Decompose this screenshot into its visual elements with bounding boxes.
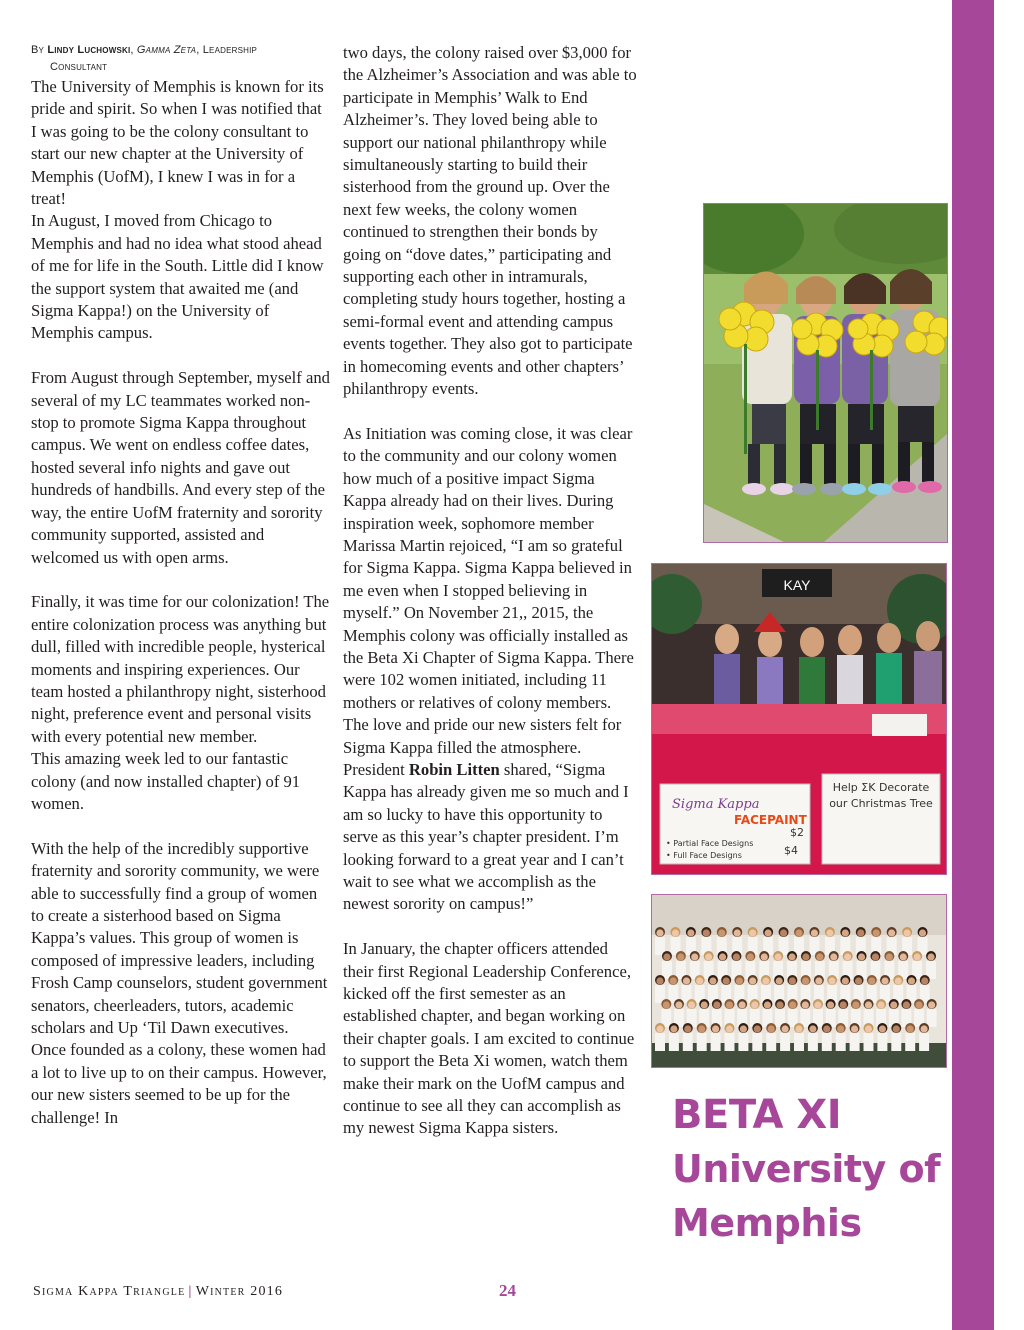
photo-four-women-image	[704, 204, 947, 542]
sign-facepaint: FACEPAINT	[734, 813, 807, 827]
byline-prefix: By	[31, 44, 45, 56]
paragraph: Once founded as a colony, these women had a lot to live up to on their campus. However, our new sisters seemed to be up for the challenge! In	[31, 1040, 327, 1127]
paragraph: With the help of the incredibly supportive fraternity and sorority community, we were able to successfully find a group of women to create a sisterhood based on Sigma Kappa’s values. This group of women is composed of impressive leaders, including Frosh Camp counselors, student government senators, cheerleaders, tutors, academic scholars and Up ‘Til Dawn executives.	[31, 838, 328, 1038]
paragraph: This amazing week led to our fantastic colony (and now installed chapter) of 91 women.	[31, 749, 301, 813]
footer-separator: |	[188, 1284, 193, 1299]
headline-memphis: Memphis	[672, 1201, 862, 1245]
byline-role-cont: Consultant	[50, 61, 108, 73]
photo-facepaint-image	[652, 564, 946, 874]
byline: By Lindy Luchowski, Gamma Zeta, Leadership Consultant	[31, 42, 331, 76]
sign-partial-face: • Partial Face Designs	[666, 839, 754, 848]
paragraph	[343, 423, 639, 916]
paragraph: In August, I moved from Chicago to Memphis and had no idea what stood ahead of me for life in the South. Little did I know the support system that awaited me (and Sigma Kappa!) on the University of Memphis campus.	[31, 211, 324, 343]
page-number: 24	[499, 1281, 516, 1300]
paragraph-text: As Initiation was coming close, it was clear to the community and our colony women how much of a positive impact Sigma Kappa already had on their lives. During inspiration week, sophomore member Marissa Martin rejoiced, “I am so grateful for Sigma Kappa. Sigma Kappa believed in me even when I stopped believing in myself.” On November 21,, 2015, the Memphis colony was officially installed as the Beta Xi Chapter of Sigma Kappa. There were 102 women initiated, including 11 mothers or relatives of colony members. The love and pride our new sisters felt for Sigma Kappa filled the atmosphere. President	[343, 423, 634, 779]
paragraph: The University of Memphis is known for its pride and spirit. So when I was notified that I was going to be the colony consultant to start our new chapter at the University of Memphis (UofM), I knew I was in for a treat!	[31, 77, 324, 209]
paragraph: In January, the chapter officers attended their first Regional Leadership Conference, kicked off the first semester as an established chapter, and began working on their chapter goals. I am excited to continue to support the Beta Xi women, watch them make their mark on the UofM campus and continue to see all they can accomplish as my newest Sigma Kappa sisters.	[343, 939, 635, 1138]
magenta-side-stripe	[952, 0, 994, 1330]
article-column-2	[343, 42, 639, 1140]
president-name: Robin Litten	[408, 759, 500, 779]
sign-sigma-kappa: Sigma Kappa	[672, 797, 760, 812]
paragraph: Finally, it was time for our colonization! The entire colonization process was anything but dull, filled with incredible people, hysterical moments and inspiring experiences. Our team hosted a philanthropy night, sisterhood night, preference event and personal visits with every potential new member.	[31, 592, 330, 746]
footer-publication-name: Sigma Kappa Triangle	[33, 1284, 186, 1299]
photo-chapter-group-image	[652, 895, 946, 1067]
byline-author: Lindy Luchowski	[47, 44, 131, 56]
paragraph: two days, the colony raised over $3,000 for the Alzheimer’s Association and was able to participate in Memphis’ Walk to End Alzheimer’s. They loved being able to support our national philanthropy while simultaneously starting to build their sisterhood from the ground up. Over the next few weeks, the colony women continued to strengthen their bonds by going on “dove dates,” participating and supporting each other in intramurals, completing study hours together, hosting a semi-formal event and attending campus events together. They also got to participate in homecoming events and other chapters’ philanthropy events.	[343, 43, 637, 399]
footer-publication	[33, 1284, 283, 1300]
paragraph-text: shared, “Sigma Kappa has already given me so much and I am so lucky to have this opportunity to serve as this year’s chapter president. I’m looking forward to a great year and I can’t wait to see what we accomplish as the newest sorority on campus!”	[343, 759, 629, 914]
paragraph: From August through September, myself and several of my LC teammates worked non-stop to promote Sigma Kappa throughout campus. We went on endless coffee dates, hosted several info nights and gave out hundreds of handbills. And every step of the way, the entire UofM fraternity and sorority community supported, assisted and welcomed us with open arms.	[31, 368, 330, 567]
photo-chapter-group	[651, 894, 947, 1068]
photo-facepaint-table	[651, 563, 947, 875]
chapter-headline	[672, 1088, 952, 1250]
footer-issue: Winter 2016	[195, 1284, 284, 1299]
kay-store-sign: KAY	[783, 577, 811, 593]
headline-beta-xi: BETA XI	[672, 1092, 842, 1138]
article-column-1	[31, 42, 331, 1129]
sign-decorate-tree: Help ΣK Decorate our Christmas Tree	[829, 781, 933, 810]
byline-chapter: Gamma Zeta	[136, 44, 197, 56]
sign-price-2: $2	[790, 826, 804, 839]
sign-price-4: $4	[784, 844, 798, 857]
byline-role: Leadership	[202, 44, 258, 56]
headline-university: University of	[672, 1147, 941, 1191]
sign-full-face: • Full Face Designs	[666, 851, 742, 860]
photo-four-women-with-flowers	[703, 203, 948, 543]
